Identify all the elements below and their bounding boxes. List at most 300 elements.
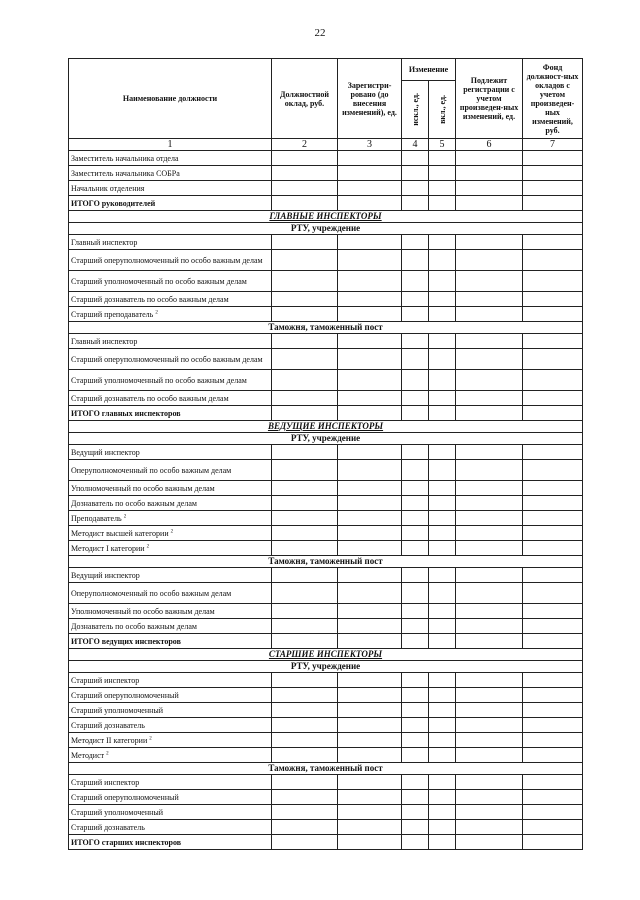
empty-cell <box>523 250 583 271</box>
empty-cell <box>429 166 456 181</box>
position-name-cell <box>69 334 272 349</box>
empty-cell <box>429 619 456 634</box>
empty-cell <box>402 634 429 649</box>
empty-cell <box>456 151 523 166</box>
empty-cell <box>402 349 429 370</box>
empty-cell <box>429 271 456 292</box>
empty-cell <box>429 790 456 805</box>
empty-cell <box>272 391 338 406</box>
position-name-cell <box>69 307 272 322</box>
empty-cell <box>338 703 402 718</box>
position-name-cell <box>69 805 272 820</box>
empty-cell <box>338 733 402 748</box>
empty-cell <box>429 250 456 271</box>
empty-cell <box>429 775 456 790</box>
empty-cell <box>272 151 338 166</box>
empty-cell <box>272 496 338 511</box>
section-title: ГЛАВНЫЕ ИНСПЕКТОРЫ <box>69 211 583 223</box>
position-name: Старший оперуполномоченный <box>71 690 179 700</box>
empty-cell <box>272 511 338 526</box>
empty-cell <box>429 406 456 421</box>
empty-cell <box>456 673 523 688</box>
empty-cell <box>456 292 523 307</box>
subsection-header <box>69 763 583 775</box>
position-name-cell <box>69 748 272 763</box>
empty-cell <box>402 688 429 703</box>
empty-cell <box>523 271 583 292</box>
empty-cell <box>338 151 402 166</box>
empty-cell <box>429 820 456 835</box>
table-row <box>69 496 583 511</box>
empty-cell <box>272 541 338 556</box>
empty-cell <box>402 511 429 526</box>
column-number: 2 <box>272 139 338 151</box>
empty-cell <box>456 805 523 820</box>
empty-cell <box>523 820 583 835</box>
empty-cell <box>272 460 338 481</box>
empty-cell <box>272 835 338 850</box>
position-name: Методист <box>71 750 105 760</box>
empty-cell <box>429 688 456 703</box>
empty-cell <box>456 250 523 271</box>
empty-cell <box>456 181 523 196</box>
table-row <box>69 733 583 748</box>
empty-cell <box>523 703 583 718</box>
empty-cell <box>456 406 523 421</box>
position-name: Оперуполномоченный по особо важным делам <box>71 465 232 475</box>
empty-cell <box>338 568 402 583</box>
empty-cell <box>523 307 583 322</box>
empty-cell <box>523 460 583 481</box>
empty-cell <box>272 181 338 196</box>
position-name: Старший оперуполномоченный <box>71 792 179 802</box>
empty-cell <box>338 307 402 322</box>
position-name: ИТОГО ведущих инспекторов <box>71 636 181 646</box>
position-name: Старший инспектор <box>71 777 140 787</box>
empty-cell <box>523 790 583 805</box>
empty-cell <box>272 568 338 583</box>
position-name-cell <box>69 292 272 307</box>
subsection-title: РТУ, учреждение <box>69 661 583 673</box>
empty-cell <box>523 583 583 604</box>
empty-cell <box>456 703 523 718</box>
empty-cell <box>402 583 429 604</box>
empty-cell <box>402 406 429 421</box>
table-row <box>69 718 583 733</box>
empty-cell <box>272 349 338 370</box>
table-row <box>69 307 583 322</box>
empty-cell <box>523 445 583 460</box>
table-row <box>69 805 583 820</box>
empty-cell <box>338 481 402 496</box>
empty-cell <box>402 235 429 250</box>
empty-cell <box>338 445 402 460</box>
table-row <box>69 673 583 688</box>
empty-cell <box>429 235 456 250</box>
empty-cell <box>338 406 402 421</box>
empty-cell <box>429 718 456 733</box>
column-number: 5 <box>429 139 456 151</box>
empty-cell <box>338 604 402 619</box>
empty-cell <box>402 673 429 688</box>
position-name: Старший преподаватель <box>71 309 154 319</box>
empty-cell <box>272 718 338 733</box>
empty-cell <box>272 526 338 541</box>
table-row <box>69 235 583 250</box>
position-name: Начальник отделения <box>71 183 145 193</box>
subsection-header <box>69 433 583 445</box>
position-name-cell <box>69 733 272 748</box>
empty-cell <box>429 703 456 718</box>
empty-cell <box>272 235 338 250</box>
empty-cell <box>338 820 402 835</box>
position-name: Старший инспектор <box>71 675 140 685</box>
empty-cell <box>523 166 583 181</box>
position-name-cell <box>69 496 272 511</box>
position-name-cell <box>69 166 272 181</box>
table-row <box>69 619 583 634</box>
table-row <box>69 481 583 496</box>
table-row <box>69 820 583 835</box>
empty-cell <box>456 820 523 835</box>
position-name: Старший уполномоченный по особо важным делам <box>71 276 247 286</box>
empty-cell <box>272 673 338 688</box>
position-name: Методист I категории <box>71 543 145 553</box>
position-name: Старший оперуполномоченный по особо важным делам <box>71 255 263 265</box>
empty-cell <box>523 805 583 820</box>
empty-cell <box>456 733 523 748</box>
empty-cell <box>456 481 523 496</box>
position-name-cell <box>69 196 272 211</box>
empty-cell <box>523 151 583 166</box>
empty-cell <box>456 619 523 634</box>
position-name-cell <box>69 619 272 634</box>
empty-cell <box>402 835 429 850</box>
position-name-cell <box>69 406 272 421</box>
column-number: 3 <box>338 139 402 151</box>
table-row <box>69 391 583 406</box>
table-row <box>69 775 583 790</box>
empty-cell <box>429 181 456 196</box>
subsection-header <box>69 223 583 235</box>
column-number: 7 <box>523 139 583 151</box>
empty-cell <box>338 619 402 634</box>
empty-cell <box>429 541 456 556</box>
header-subject: Подлежит регистрации с учетом произведен-ных изменений, ед. <box>456 59 523 139</box>
position-name: ИТОГО руководителей <box>71 198 156 208</box>
total-row <box>69 406 583 421</box>
total-row <box>69 634 583 649</box>
empty-cell <box>523 481 583 496</box>
table-row <box>69 151 583 166</box>
table-header <box>69 59 583 151</box>
empty-cell <box>272 733 338 748</box>
table-row <box>69 370 583 391</box>
empty-cell <box>402 391 429 406</box>
empty-cell <box>429 445 456 460</box>
empty-cell <box>338 271 402 292</box>
footnote-mark: 2 <box>106 750 109 756</box>
footnote-mark: 2 <box>146 543 150 549</box>
empty-cell <box>429 307 456 322</box>
column-number: 4 <box>402 139 429 151</box>
position-name: Старший дознаватель <box>71 720 145 730</box>
table-row <box>69 511 583 526</box>
empty-cell <box>338 673 402 688</box>
empty-cell <box>429 568 456 583</box>
table-row <box>69 334 583 349</box>
subsection-title: Таможня, таможенный пост <box>69 763 583 775</box>
subsection-title: РТУ, учреждение <box>69 223 583 235</box>
section-header <box>69 421 583 433</box>
empty-cell <box>523 391 583 406</box>
empty-cell <box>456 496 523 511</box>
empty-cell <box>456 271 523 292</box>
table-row <box>69 790 583 805</box>
empty-cell <box>272 748 338 763</box>
table-row <box>69 604 583 619</box>
empty-cell <box>429 496 456 511</box>
empty-cell <box>402 619 429 634</box>
empty-cell <box>338 526 402 541</box>
empty-cell <box>338 688 402 703</box>
empty-cell <box>456 526 523 541</box>
position-name-cell <box>69 820 272 835</box>
page-number: 22 <box>314 27 326 39</box>
empty-cell <box>429 349 456 370</box>
table-row <box>69 748 583 763</box>
empty-cell <box>456 391 523 406</box>
empty-cell <box>456 235 523 250</box>
section-title: ВЕДУЩИЕ ИНСПЕКТОРЫ <box>69 421 583 433</box>
position-name: Заместитель начальника СОБРа <box>71 168 180 178</box>
empty-cell <box>429 748 456 763</box>
empty-cell <box>338 790 402 805</box>
position-name-cell <box>69 526 272 541</box>
empty-cell <box>523 334 583 349</box>
position-name: Ведущий инспектор <box>71 570 140 580</box>
table-row <box>69 271 583 292</box>
position-name: Главный инспектор <box>71 237 138 247</box>
table-row <box>69 445 583 460</box>
empty-cell <box>429 370 456 391</box>
empty-cell <box>338 181 402 196</box>
empty-cell <box>429 835 456 850</box>
empty-cell <box>272 619 338 634</box>
footnote-mark: 2 <box>123 513 127 519</box>
empty-cell <box>456 775 523 790</box>
subsection-header <box>69 661 583 673</box>
empty-cell <box>272 688 338 703</box>
header-excluded: искл., ед. <box>402 81 429 139</box>
position-name-cell <box>69 541 272 556</box>
footnote-mark: 2 <box>170 528 174 534</box>
table-row <box>69 541 583 556</box>
empty-cell <box>456 748 523 763</box>
position-name: Старший дознаватель по особо важным делам <box>71 393 229 403</box>
empty-cell <box>523 718 583 733</box>
header-included: вкл., ед. <box>429 81 456 139</box>
position-name: ИТОГО главных инспекторов <box>71 408 181 418</box>
position-name-cell <box>69 775 272 790</box>
empty-cell <box>402 481 429 496</box>
empty-cell <box>338 496 402 511</box>
empty-cell <box>429 460 456 481</box>
column-number: 6 <box>456 139 523 151</box>
empty-cell <box>272 250 338 271</box>
empty-cell <box>338 775 402 790</box>
empty-cell <box>456 604 523 619</box>
empty-cell <box>338 748 402 763</box>
empty-cell <box>338 835 402 850</box>
position-name-cell <box>69 673 272 688</box>
subsection-header <box>69 322 583 334</box>
empty-cell <box>523 196 583 211</box>
empty-cell <box>402 151 429 166</box>
empty-cell <box>272 805 338 820</box>
empty-cell <box>456 370 523 391</box>
position-name: Старший уполномоченный <box>71 705 164 715</box>
empty-cell <box>429 583 456 604</box>
position-name: Оперуполномоченный по особо важным делам <box>71 588 232 598</box>
empty-cell <box>402 334 429 349</box>
empty-cell <box>272 196 338 211</box>
empty-cell <box>523 748 583 763</box>
empty-cell <box>456 568 523 583</box>
empty-cell <box>429 733 456 748</box>
position-name-cell <box>69 235 272 250</box>
subsection-header <box>69 556 583 568</box>
position-name: Старший дознаватель <box>71 822 145 832</box>
empty-cell <box>402 526 429 541</box>
position-name-cell <box>69 481 272 496</box>
empty-cell <box>523 406 583 421</box>
position-name: Ведущий инспектор <box>71 447 140 457</box>
empty-cell <box>402 568 429 583</box>
empty-cell <box>338 292 402 307</box>
empty-cell <box>429 334 456 349</box>
empty-cell <box>523 733 583 748</box>
empty-cell <box>402 460 429 481</box>
staff-table <box>68 58 583 850</box>
header-registered: Зарегистри-ровано (до внесения изменений), ед. <box>338 59 402 139</box>
empty-cell <box>456 634 523 649</box>
empty-cell <box>523 181 583 196</box>
footnote-mark: 2 <box>155 309 158 315</box>
empty-cell <box>523 775 583 790</box>
empty-cell <box>272 292 338 307</box>
position-name-cell <box>69 718 272 733</box>
empty-cell <box>402 604 429 619</box>
position-name-cell <box>69 703 272 718</box>
column-numbers-row <box>69 139 583 151</box>
table-row <box>69 349 583 370</box>
table-row <box>69 292 583 307</box>
empty-cell <box>456 688 523 703</box>
empty-cell <box>456 349 523 370</box>
empty-cell <box>338 349 402 370</box>
empty-cell <box>429 805 456 820</box>
empty-cell <box>523 292 583 307</box>
position-name-cell <box>69 460 272 481</box>
empty-cell <box>272 775 338 790</box>
section-title: СТАРШИЕ ИНСПЕКТОРЫ <box>69 649 583 661</box>
empty-cell <box>456 583 523 604</box>
empty-cell <box>272 703 338 718</box>
table-row <box>69 460 583 481</box>
empty-cell <box>429 673 456 688</box>
empty-cell <box>523 568 583 583</box>
empty-cell <box>402 733 429 748</box>
empty-cell <box>429 634 456 649</box>
position-name: Уполномоченный по особо важным делам <box>71 483 215 493</box>
position-name: Уполномоченный по особо важным делам <box>71 606 215 616</box>
empty-cell <box>523 835 583 850</box>
empty-cell <box>456 334 523 349</box>
empty-cell <box>523 634 583 649</box>
header-salary: Должностной оклад, руб. <box>272 59 338 139</box>
empty-cell <box>402 166 429 181</box>
table-row <box>69 250 583 271</box>
empty-cell <box>402 775 429 790</box>
empty-cell <box>456 445 523 460</box>
position-name-cell <box>69 583 272 604</box>
empty-cell <box>272 334 338 349</box>
empty-cell <box>456 790 523 805</box>
empty-cell <box>429 151 456 166</box>
empty-cell <box>338 583 402 604</box>
empty-cell <box>429 391 456 406</box>
empty-cell <box>272 604 338 619</box>
empty-cell <box>338 511 402 526</box>
empty-cell <box>456 541 523 556</box>
column-number: 1 <box>69 139 272 151</box>
empty-cell <box>523 541 583 556</box>
empty-cell <box>456 835 523 850</box>
empty-cell <box>338 460 402 481</box>
empty-cell <box>272 370 338 391</box>
empty-cell <box>338 196 402 211</box>
empty-cell <box>402 445 429 460</box>
position-name-cell <box>69 370 272 391</box>
position-name-cell <box>69 181 272 196</box>
empty-cell <box>523 511 583 526</box>
position-name: Дознаватель по особо важным делам <box>71 498 197 508</box>
empty-cell <box>429 511 456 526</box>
empty-cell <box>272 481 338 496</box>
empty-cell <box>429 292 456 307</box>
position-name-cell <box>69 349 272 370</box>
empty-cell <box>456 166 523 181</box>
empty-cell <box>402 541 429 556</box>
position-name-cell <box>69 568 272 583</box>
empty-cell <box>272 271 338 292</box>
position-name: ИТОГО старших инспекторов <box>71 837 182 847</box>
position-name-cell <box>69 151 272 166</box>
empty-cell <box>402 703 429 718</box>
empty-cell <box>523 349 583 370</box>
empty-cell <box>402 718 429 733</box>
empty-cell <box>338 370 402 391</box>
position-name: Старший уполномоченный <box>71 807 164 817</box>
empty-cell <box>456 718 523 733</box>
table-row <box>69 583 583 604</box>
empty-cell <box>272 820 338 835</box>
position-name-cell <box>69 271 272 292</box>
header-name: Наименование должности <box>69 59 272 139</box>
position-name-cell <box>69 790 272 805</box>
empty-cell <box>523 370 583 391</box>
